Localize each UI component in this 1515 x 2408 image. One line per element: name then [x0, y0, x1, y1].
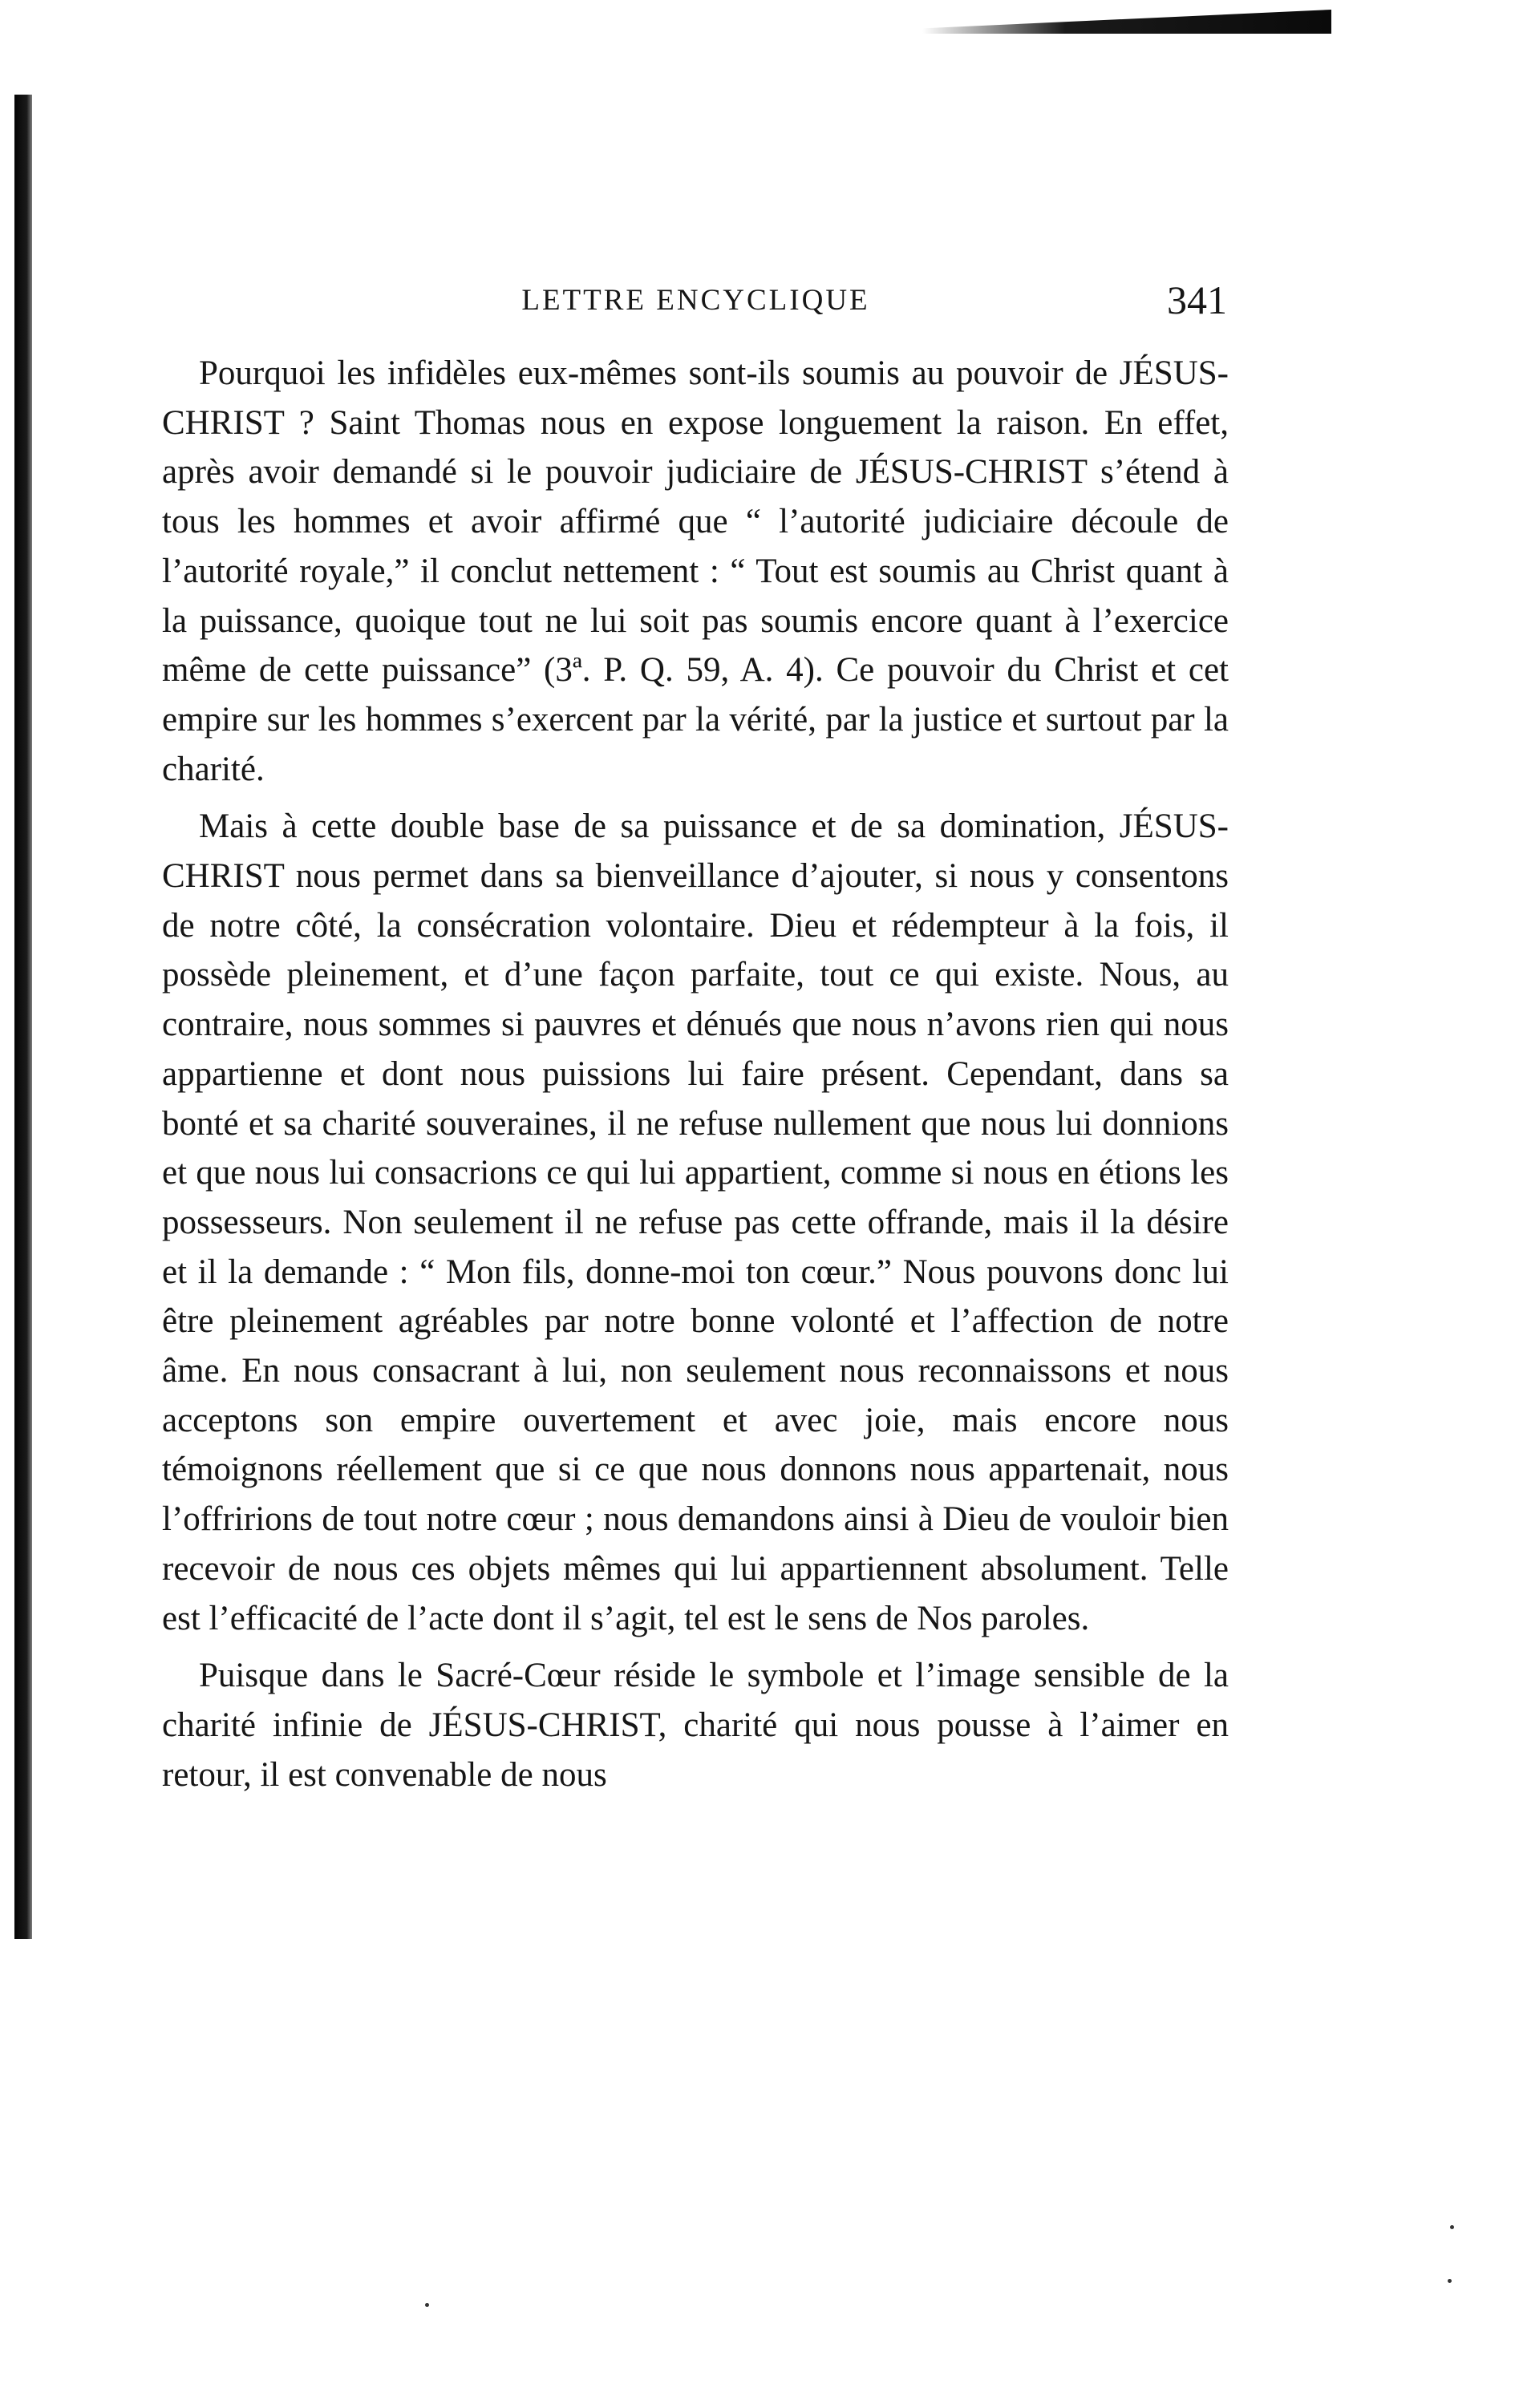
scan-edge-mark-top [922, 10, 1331, 34]
paragraph-2: Mais à cette double base de sa puissance et de sa domination, JÉSUS-CHRIST nous permet dans sa bienveillance d’ajouter, si nous y consentons de notre côté, la consécration volontaire. Dieu et rédempteur à la fois, il possède pleinement, et d’une façon parfaite, tout ce qui existe. Nous, au contraire, nous sommes si pauvres et dénués que nous n’avons rien qui nous appartienne et dont nous puissions lui faire présent. Cependant, dans sa bonté et sa charité souveraines, il ne refuse nullement que nous lui donnions et que nous lui consacrions ce qui lui appartient, comme si nous en étions les possesseurs. Non seulement il ne refuse pas cette offrande, mais il la désire et il la demande : “ Mon fils, donne-moi ton cœur.” Nous pouvons donc lui être pleinement agréables par notre bonne volonté et l’affection de notre âme. En nous consacrant à lui, non seulement nous reconnaissons et nous acceptons son empire ouvertement et avec joie, mais encore nous témoignons réellement que si ce que nous donnons nous appartenait, nous l’offririons de tout notre cœur ; nous demandons ainsi à Dieu de vouloir bien recevoir de nous ces objets mêmes qui lui appartiennent absolument. Telle est l’efficacité de l’acte dont il s’agit, tel est le sens de Nos paroles. [162, 807, 1229, 1637]
paragraph-3: Puisque dans le Sacré-Cœur réside le symbole et l’image sensible de la charité infinie de JÉSUS-CHRIST, charité qui nous pousse à l’aimer en retour, il est convenable de nous [162, 1657, 1229, 1794]
speck-mark [425, 2303, 429, 2307]
running-title: LETTRE ENCYCLIQUE [521, 284, 870, 317]
speck-mark [1448, 2279, 1452, 2283]
speck-mark [1450, 2225, 1454, 2229]
page-header [164, 277, 1227, 334]
paragraph-1: Pourquoi les infidèles eux-mêmes sont-ils soumis au pouvoir de JÉSUS-CHRIST ? Saint Thomas nous en expose longuement la raison. En effet, après avoir demandé si le pouvoir judiciaire de JÉSUS-CHRIST s’étend à tous les hommes et avoir affirmé que “ l’autorité judiciaire découle de l’autorité royale,” il conclut nettement : “ Tout est soumis au Christ quant à la puissance, quoique tout ne lui soit pas soumis encore quant à l’exercice même de cette puissance” (3ª. P. Q. 59, A. 4). Ce pouvoir du Christ et cet empire sur les hommes s’exercent par la vérité, par la justice et surtout par la charité. [162, 354, 1229, 788]
scan-edge-mark-left [14, 95, 32, 1939]
page-number: 341 [1167, 277, 1227, 322]
body-text [162, 349, 1229, 1799]
